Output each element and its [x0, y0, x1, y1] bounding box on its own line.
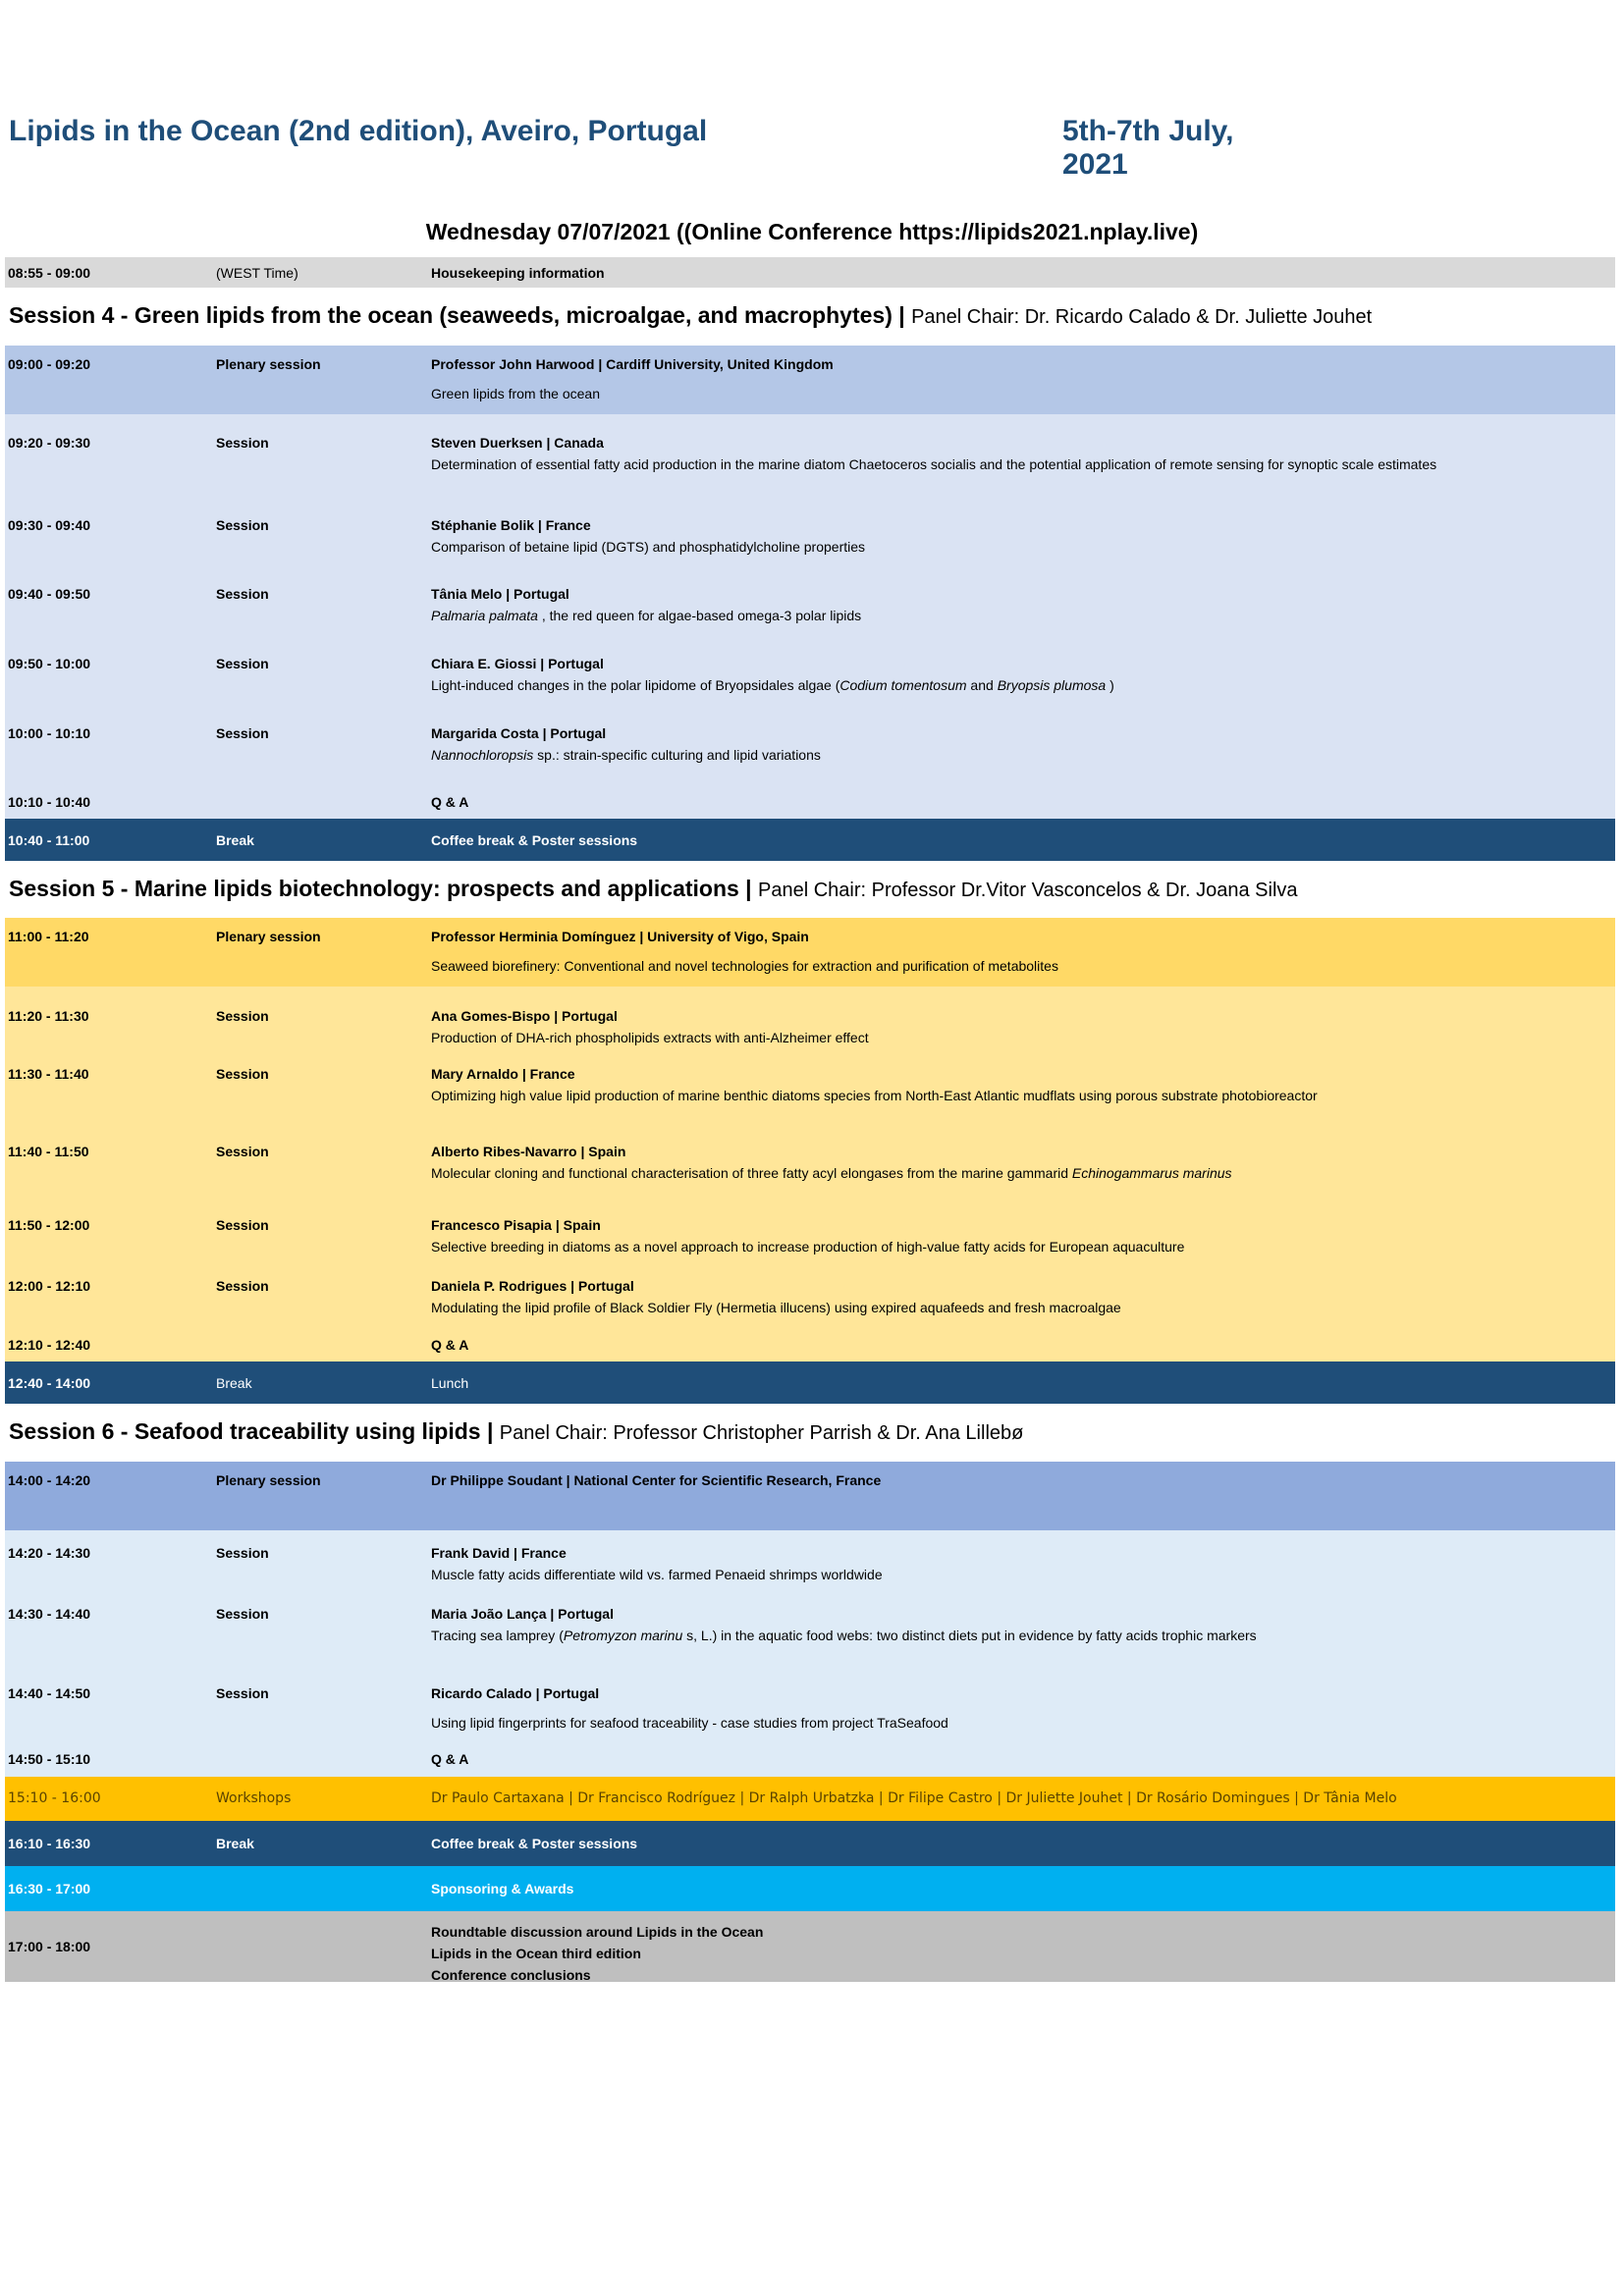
roundtable-line: Roundtable discussion around Lipids in the Ocean — [431, 1924, 764, 1940]
speaker: Dr Philippe Soudant | National Center for Scientific Research, France — [431, 1472, 882, 1488]
talk-title: Light-induced changes in the polar lipidome of Bryopsidales algae (Codium tomentosum and Bryopsis plumosa ) — [431, 677, 1114, 693]
type-cell: Session — [216, 1217, 269, 1233]
day-title: Wednesday 07/07/2021 ((Online Conference https://lipids2021.nplay.live) — [425, 219, 1199, 244]
schedule-row — [5, 725, 1615, 765]
break-row — [5, 1362, 1615, 1404]
conference-dates: 5th-7th July, 2021 — [1062, 115, 1234, 181]
type-cell: Session — [216, 656, 269, 671]
time-cell: 14:20 - 14:30 — [8, 1545, 91, 1561]
schedule-row — [5, 918, 1615, 987]
talk-title: Seaweed biorefinery: Conventional and novel technologies for extraction and purification of metabolites — [431, 958, 1058, 974]
speaker: Alberto Ribes-Navarro | Spain — [431, 1144, 626, 1159]
type-cell: (WEST Time) — [216, 265, 298, 281]
time-cell: 09:50 - 10:00 — [8, 656, 91, 671]
talk-title: Green lipids from the ocean — [431, 386, 600, 401]
time-cell: 09:00 - 09:20 — [8, 356, 91, 372]
time-cell: 12:40 - 14:00 — [8, 1375, 91, 1391]
talk-cell — [431, 1008, 1609, 1045]
document-header — [9, 115, 1285, 181]
session-5-header — [9, 876, 1298, 902]
speaker: Ricardo Calado | Portugal — [431, 1685, 600, 1701]
time-cell: 14:30 - 14:40 — [8, 1606, 91, 1622]
talk-title: Using lipid fingerprints for seafood traceability - case studies from project TraSeafood — [431, 1715, 948, 1731]
roundtable-row — [5, 1911, 1615, 1982]
title-cell: Sponsoring & Awards — [431, 1881, 574, 1896]
speaker: Professor Herminia Domínguez | University of Vigo, Spain — [431, 929, 809, 944]
time-cell: 15:10 - 16:00 — [8, 1790, 101, 1806]
schedule-row — [5, 656, 1615, 695]
break-row — [5, 1821, 1615, 1866]
qa-row — [5, 1337, 1615, 1357]
speaker: Chiara E. Giossi | Portugal — [431, 656, 604, 671]
talk-title: Molecular cloning and functional characterisation of three fatty acyl elongases from the marine gammarid Echinogammarus marinus — [431, 1165, 1232, 1181]
roundtable-line: Lipids in the Ocean third edition — [431, 1946, 641, 1961]
speaker: Steven Duerksen | Canada — [431, 435, 604, 451]
time-cell: 16:30 - 17:00 — [8, 1881, 91, 1896]
type-cell: Session — [216, 725, 269, 741]
schedule-row — [5, 1606, 1615, 1645]
housekeeping-row — [5, 257, 1615, 288]
type-cell: Session — [216, 517, 269, 533]
time-cell: 14:40 - 14:50 — [8, 1685, 91, 1701]
speaker: Francesco Pisapia | Spain — [431, 1217, 601, 1233]
type-cell: Plenary session — [216, 1472, 321, 1488]
title-cell: Dr Paulo Cartaxana | Dr Francisco Rodríguez | Dr Ralph Urbatzka | Dr Filipe Castro | Dr Juliette Jouhet | Dr Rosário Domingues | Dr Tânia Melo — [431, 1790, 1397, 1806]
type-cell: Break — [216, 1836, 254, 1851]
schedule-row — [5, 1685, 1615, 1731]
time-cell: 10:00 - 10:10 — [8, 725, 91, 741]
panel-chair: Panel Chair: Dr. Ricardo Calado & Dr. Juliette Jouhet — [911, 306, 1373, 328]
type-cell: Session — [216, 1545, 269, 1561]
time-cell: 17:00 - 18:00 — [8, 1939, 91, 1954]
talk-cell — [431, 929, 1609, 974]
time-cell: 09:30 - 09:40 — [8, 517, 91, 533]
time-cell: 08:55 - 09:00 — [8, 265, 91, 281]
type-cell: Session — [216, 1144, 269, 1159]
title-cell: Housekeeping information — [431, 265, 605, 281]
type-cell: Break — [216, 832, 254, 848]
workshops-row — [5, 1777, 1615, 1821]
speaker: Tânia Melo | Portugal — [431, 586, 569, 602]
talk-title: Tracing sea lamprey (Petromyzon marinu s, L.) in the aquatic food webs: two distinct diets put in evidence by fatty acids trophic markers — [431, 1628, 1257, 1643]
talk-cell — [431, 1545, 1609, 1582]
schedule-row — [5, 586, 1615, 625]
time-cell: 14:50 - 15:10 — [8, 1751, 91, 1767]
type-cell: Session — [216, 1008, 269, 1024]
speaker: Frank David | France — [431, 1545, 567, 1561]
talk-cell — [431, 1278, 1609, 1315]
time-cell: 11:20 - 11:30 — [8, 1008, 89, 1024]
time-cell: 11:30 - 11:40 — [8, 1066, 89, 1082]
talk-title: Palmaria palmata , the red queen for algae-based omega-3 polar lipids — [431, 608, 862, 623]
type-cell: Session — [216, 1685, 269, 1701]
talk-title: Determination of essential fatty acid production in the marine diatom Chaetoceros socialis and the potential application of remote sensing for synoptic scale estimates — [431, 456, 1437, 472]
break-row — [5, 819, 1615, 861]
schedule-row — [5, 1217, 1615, 1256]
panel-chair: Panel Chair: Professor Dr.Vitor Vasconcelos & Dr. Joana Silva — [758, 880, 1298, 901]
schedule-row — [5, 1278, 1615, 1317]
talk-cell — [431, 656, 1609, 693]
qa-row — [5, 1751, 1615, 1771]
speaker: Daniela P. Rodrigues | Portugal — [431, 1278, 634, 1294]
time-cell: 11:40 - 11:50 — [8, 1144, 89, 1159]
session-6-header — [9, 1418, 1023, 1445]
talk-cell — [431, 1066, 1609, 1103]
type-cell: Workshops — [216, 1790, 292, 1806]
schedule-row — [5, 1008, 1615, 1047]
title-cell: Q & A — [431, 794, 469, 810]
type-cell: Session — [216, 586, 269, 602]
speaker: Stéphanie Bolik | France — [431, 517, 591, 533]
title-cell: Q & A — [431, 1337, 469, 1353]
time-cell: 09:40 - 09:50 — [8, 586, 91, 602]
time-cell: 12:00 - 12:10 — [8, 1278, 91, 1294]
talk-cell — [431, 1144, 1609, 1181]
talk-title: Nannochloropsis sp.: strain-specific culturing and lipid variations — [431, 747, 821, 763]
session-title: Session 4 - Green lipids from the ocean (seaweeds, microalgae, and macrophytes) | — [9, 302, 905, 328]
title-cell: Coffee break & Poster sessions — [431, 832, 638, 848]
talk-title: Comparison of betaine lipid (DGTS) and phosphatidylcholine properties — [431, 539, 866, 555]
type-cell: Plenary session — [216, 356, 321, 372]
schedule-row — [5, 1462, 1615, 1530]
speaker: Maria João Lança | Portugal — [431, 1606, 614, 1622]
talk-title: Production of DHA-rich phospholipids extracts with anti-Alzheimer effect — [431, 1030, 869, 1045]
talk-title: Selective breeding in diatoms as a novel approach to increase production of high-value fatty acids for European aquaculture — [431, 1239, 1185, 1255]
time-cell: 11:00 - 11:20 — [8, 929, 89, 944]
schedule-row — [5, 346, 1615, 414]
speaker: Professor John Harwood | Cardiff University, United Kingdom — [431, 356, 834, 372]
title-cell: Lunch — [431, 1375, 469, 1391]
time-cell: 10:10 - 10:40 — [8, 794, 91, 810]
title-cell: Q & A — [431, 1751, 469, 1767]
roundtable-cell — [431, 1921, 1609, 1986]
sponsoring-row — [5, 1866, 1615, 1911]
time-cell: 10:40 - 11:00 — [8, 832, 90, 848]
title-cell: Coffee break & Poster sessions — [431, 1836, 638, 1851]
conference-title: Lipids in the Ocean (2nd edition), Aveiro, Portugal — [9, 115, 708, 147]
talk-title: Muscle fatty acids differentiate wild vs. farmed Penaeid shrimps worldwide — [431, 1567, 883, 1582]
session-title: Session 6 - Seafood traceability using lipids | — [9, 1418, 494, 1444]
time-cell: 16:10 - 16:30 — [8, 1836, 91, 1851]
talk-cell — [431, 1606, 1609, 1643]
type-cell: Session — [216, 435, 269, 451]
talk-cell — [431, 586, 1609, 623]
roundtable-line: Conference conclusions — [431, 1967, 591, 1983]
schedule-row — [5, 1066, 1615, 1105]
schedule-row — [5, 517, 1615, 557]
type-cell: Break — [216, 1375, 252, 1391]
type-cell: Session — [216, 1606, 269, 1622]
panel-chair: Panel Chair: Professor Christopher Parrish & Dr. Ana Lillebø — [499, 1422, 1024, 1444]
session-4-header — [9, 302, 1372, 329]
talk-title: Modulating the lipid profile of Black Soldier Fly (Hermetia illucens) using expired aquafeeds and fresh macroalgae — [431, 1300, 1121, 1315]
type-cell: Plenary session — [216, 929, 321, 944]
session-title: Session 5 - Marine lipids biotechnology: prospects and applications | — [9, 876, 752, 901]
schedule-row — [5, 435, 1615, 474]
schedule-row — [5, 1144, 1615, 1183]
time-cell: 11:50 - 12:00 — [8, 1217, 90, 1233]
talk-cell — [431, 517, 1609, 555]
talk-cell — [431, 435, 1609, 472]
talk-cell — [431, 1217, 1609, 1255]
time-cell: 14:00 - 14:20 — [8, 1472, 91, 1488]
talk-cell — [431, 725, 1609, 763]
talk-cell — [431, 1685, 1609, 1731]
time-cell: 09:20 - 09:30 — [8, 435, 91, 451]
time-cell: 12:10 - 12:40 — [8, 1337, 91, 1353]
talk-cell — [431, 356, 1609, 401]
speaker: Ana Gomes-Bispo | Portugal — [431, 1008, 618, 1024]
speaker: Mary Arnaldo | France — [431, 1066, 575, 1082]
qa-row — [5, 794, 1615, 814]
talk-cell — [431, 1472, 1609, 1488]
type-cell: Session — [216, 1278, 269, 1294]
type-cell: Session — [216, 1066, 269, 1082]
speaker: Margarida Costa | Portugal — [431, 725, 607, 741]
talk-title: Optimizing high value lipid production of marine benthic diatoms species from North-East Atlantic mudflats using porous substrate photobioreactor — [431, 1088, 1318, 1103]
schedule-row — [5, 1545, 1615, 1584]
